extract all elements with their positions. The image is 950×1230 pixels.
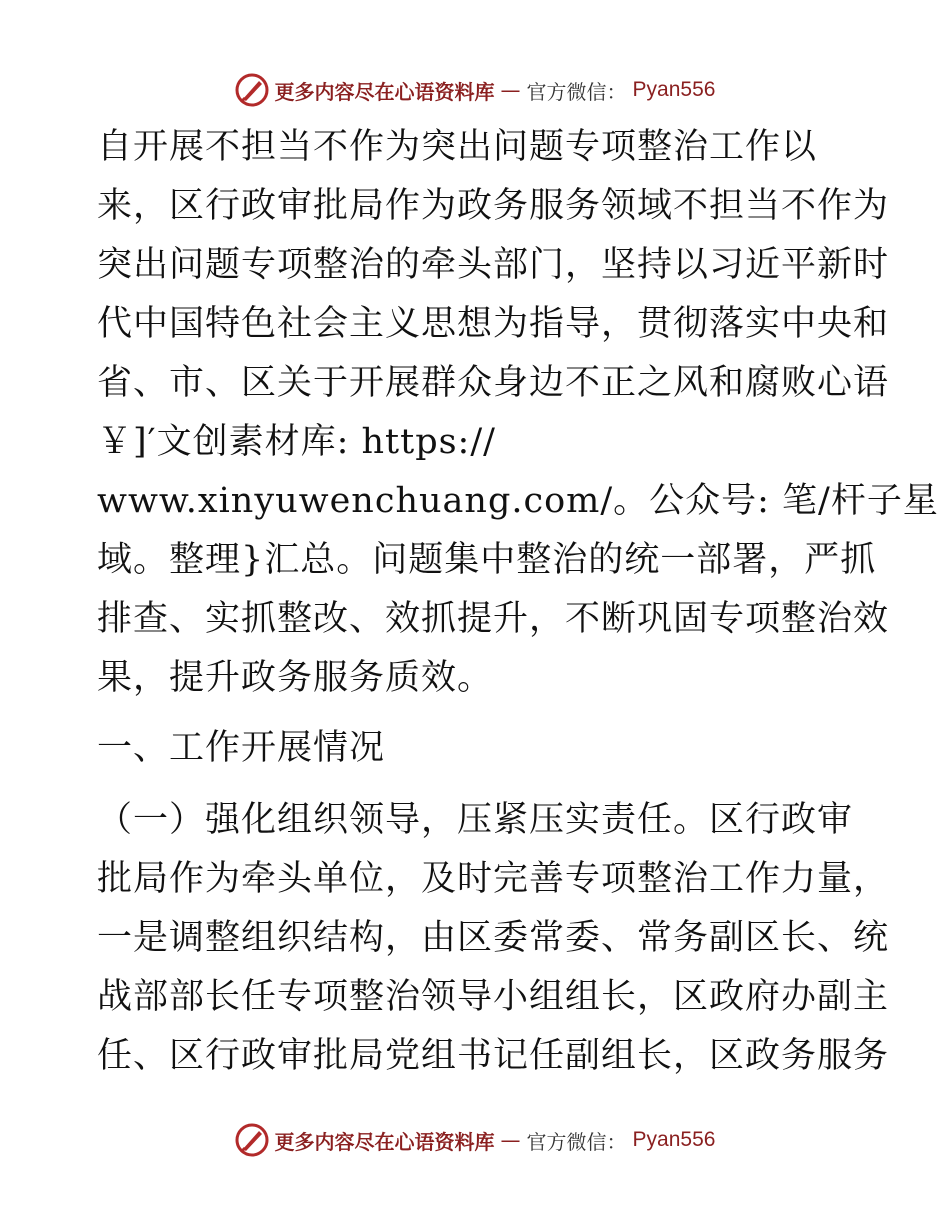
watermark-id: Pyan556 xyxy=(632,1128,716,1151)
text-line: 来，区行政审批局作为政务服务领域不担当不作为 xyxy=(97,186,890,226)
header-watermark xyxy=(0,70,950,110)
footer-watermark xyxy=(0,1120,950,1160)
text-line: 战部部长任专项整治领导小组组长，区政府办副主 xyxy=(97,977,890,1017)
text-line: 果，提升政务服务质效。 xyxy=(97,658,494,698)
watermark-official: 官方微信： xyxy=(526,1129,627,1154)
watermark-brand: 更多内容尽在心语资料库 xyxy=(274,1129,495,1154)
text-line: 域。整理}汇总。问题集中整治的统一部署，严抓 xyxy=(97,540,877,580)
text-line: 突出问题专项整治的牵头部门，坚持以习近平新时 xyxy=(97,245,890,285)
watermark-official: 官方微信： xyxy=(526,79,627,104)
quill-logo-icon xyxy=(235,73,269,107)
watermark-brand: 更多内容尽在心语资料库 xyxy=(274,79,495,104)
quill-logo-icon xyxy=(235,1123,269,1157)
text-line: 批局作为牵头单位，及时完善专项整治工作力量， xyxy=(97,859,890,899)
text-line: www.xinyuwenchuang.com/。公众号: 笔/杆子星 xyxy=(97,481,939,521)
text-line: 代中国特色社会主义思想为指导，贯彻落实中央和 xyxy=(97,304,890,344)
watermark-id: Pyan556 xyxy=(632,78,716,101)
section-heading: 一、工作开展情况 xyxy=(97,728,386,768)
text-line: （一）强化组织领导，压紧压实责任。区行政审 xyxy=(97,800,854,840)
text-line: 自开展不担当不作为突出问题专项整治工作以 xyxy=(97,127,818,167)
text-line: 排查、实抓整改、效抓提升，不断巩固专项整治效 xyxy=(97,599,890,639)
text-line: 任、区行政审批局党组书记任副组长，区政务服务 xyxy=(97,1036,890,1076)
text-line: 一是调整组织结构，由区委常委、常务副区长、统 xyxy=(97,918,890,958)
watermark-dash: — xyxy=(500,78,521,102)
text-line: ￥]′文创素材库: https:// xyxy=(97,422,496,462)
text-line: 省、市、区关于开展群众身边不正之风和腐败心语 xyxy=(97,363,890,403)
watermark-dash: — xyxy=(500,1128,521,1152)
